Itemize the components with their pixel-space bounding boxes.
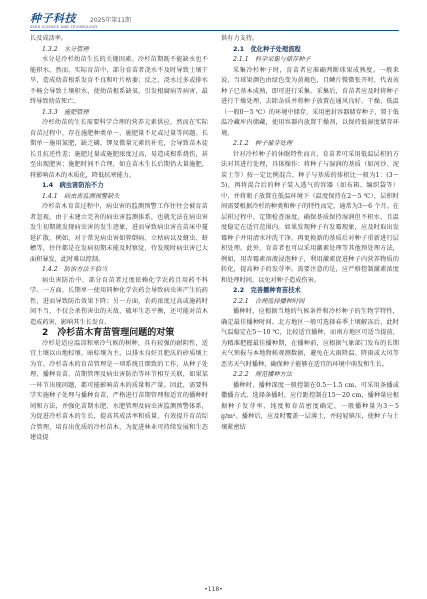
heading-1-3-3: 1.3.3 施肥管理	[42, 108, 89, 116]
heading-1-4-2: 1.4.2 防治方法不恰当	[42, 266, 108, 273]
heading-1-3-2: 1.3.2 水分管理	[42, 45, 89, 53]
paragraph: 采集冷杉种子时，育苗者应准确判断球果成熟度。一般来说，当球果颜色由绿色变为黄褐色，且鳞片微微张开时，代表该种子已基本成熟，即可进行采集。采集后，育苗者应及时将种子进行干燥处理，去除杂质并将种子放置在通风良好、干燥、低温（一般0～5 ℃）的环境中储存，采用密封容器储存种子，置于低温冷藏库内储藏，使用容器内放置干燥剂，以保持低湿度储存环境。	[221, 66, 399, 137]
heading-1-4-1: 1.4.1 病虫害监测预警缺失	[42, 192, 120, 200]
heading-2-1: 2.1 优化种子处理流程	[233, 45, 301, 53]
paragraph: 播种时，应根据当地的气候条件和冷杉种子的生物学特性，确定最佳播种时间。北方地区一般可选择春季土壤解冻后，此时气温稳定在5～10 ℃，比较适宜播种，而南方地区可适当提前，为精准把握最佳播种期，在播种前，应根据气象部门发布的长期天气预报与本地物候观测数据，避免在大雨降温、降雨或大风等恶劣天气时播种，确保种子能够在适宜的环境中萌发和生长。	[221, 308, 399, 368]
paragraph: 针对冷杉种子的休眠特性而言，育苗者可采用低温层积的方法对其进行处理，具体操作：将种子与湿润的基质（如河沙、泥炭土等）按一定比例混合，种子与基质的体积比一般为1：(3～5)，再将混合后的种子装入透气的容器（如布箱、编织袋等）中，并将瓶子放置在低温环境下（温度保持在2～5 ℃），层积时间需要根据冷杉的种类和种子的特性而定，通常为3～6 个月。在层积过程中，定期检查湿度，确保基质保持湿润但不积水，且温度稳定在适宜范围内。如果发现种子有发霉现象，应及时取出发霉种子并用清水冲洗干净，再更换新的基质后对种子重新进行层积处理。此外，育苗者也可以采用激素处理等其他预处理方法，例如，用赤霉素溶液浸泡种子，利用激素促进种子内营养物质的转化，提高种子的发芽率。需要注意的是，应严格控制激素浓度和处理时间，以免对种子造成伤害。	[221, 150, 399, 284]
heading-2-1-1: 2.1.1 科学采集与储存种子	[233, 56, 311, 63]
paragraph: 冷杉幼苗的生长需要科学合理的营养元素供应，然而在实际育苗过程中，存在施肥种类单一、施肥量不足或过量等问题。长期单一施用氮肥，缺乏磷、钾及微量元素的补充，会导致苗木徒长且抗逆性差；施肥过量或施肥浓度过高，易造成根系烧伤，甚至出现肥害；施肥时间不合理，如在苗木生长后期仍大量施肥，将影响苗木的木质化，降低抗寒能力。	[30, 119, 208, 179]
right-column	[221, 34, 399, 433]
issue-label: 2025年第11期	[90, 17, 131, 24]
paragraph: 供有力支持。	[221, 35, 259, 42]
heading-2-2: 2.2 完善播种育苗技术	[233, 287, 301, 294]
journal-logo-subtitle: SEED SCIENCE AND TECHNOLOGY	[30, 25, 98, 29]
journal-header	[30, 8, 400, 30]
paragraph: 长及成活率。	[30, 35, 68, 42]
paragraph: 病虫害防治中，部分育苗者过度依赖化学农药且用药不科学。一方面，长期单一使用同种化学农药会导致病虫害产生抗药性，进而导致防治效果下降；另一方面，农药浓度过高或施药时间不当，不仅会杀伤害虫的天敌，破坏生态平衡，还可能对苗木造成药害，影响其生长发育。	[30, 276, 208, 326]
heading-1-4: 1.4 病虫害防治不力	[42, 182, 104, 189]
heading-2-2-1: 2.2.1 合理选择播种时间	[233, 297, 305, 305]
section-title-2: 2 冷杉苗木育苗管理问题的对策	[42, 328, 175, 338]
heading-2-2-2: 2.2.2 规范播种方法	[233, 371, 293, 378]
heading-2-1-2: 2.1.2 种子催芽处理	[233, 140, 293, 147]
paragraph: 播种时，播种深度一般控制在0.5～1.5 cm，可采用条播或撒播方式。选择条播时，应行距控制在15～20 cm，播种量应根据种子发芽率、纯度和育苗密度确定，一般播种量为3～5 g/m²。播种后，应及时覆盖一层薄土，并轻轻镇压，使种子与土壤紧密结	[221, 381, 399, 431]
journal-logo	[30, 10, 98, 29]
paragraph: 冷杉苗木育苗过程中，病虫害的监测预警工作往往会被育苗者忽视，由于未建立完善的病虫害监测体系，也就无法在病虫害发生初期就发现病虫害的发生迹象，进而导致病虫害在苗床中蔓延扩散。例如，对于常见病虫害如猝倒病、立枯病以及蚜虫、蛴螬等，往往都是在发病初期未能及时察觉，待发现时病虫害已大面积暴发，此时难以控制。	[30, 203, 208, 263]
paragraph: 水分是冷杉幼苗生长的关键因素。冷杉苗期既不能缺水也不能积水。然而，实际育苗中，部分育苗者浇水不及时导致土壤干旱，造成幼苗根系发育不良和叶片枯萎；反之，浇水过多或排水不畅会导致土壤积水，使幼苗根系缺氧，引发根腐病等病害，最终导致幼苗死亡。	[30, 56, 208, 105]
header-rule	[30, 30, 399, 31]
paragraph: 冷杉是适应温凉和寒冷气候的树种，具有较强的耐阴性，适宜土壤以山地棕壤、暗棕壤为主，以排水良好且肥沃的砂质壤土为宜。冷杉苗木的育苗管理是一项系统且细致的工作，从种子处理、播种育苗、苗期管理及病虫害防治等环节相互关联，如果某一环节出现问题，都可能影响苗木的质量和产量。因此，需要科学实施种子处理与播种育苗，严格进行苗期管理和适宜的播种时间和方法，并强化苗期水肥、水肥管理及病虫害监测预警体系，为促进冷杉苗木的生长，提高其成活率和质量，有效提升育苗综合管理，培育出优质的冷杉苗木，为促进林业可持续发展和生态建设提	[30, 339, 208, 441]
journal-logo-title: 种子科技	[30, 12, 76, 25]
page-number: •118•	[204, 586, 223, 593]
left-column	[30, 34, 208, 444]
